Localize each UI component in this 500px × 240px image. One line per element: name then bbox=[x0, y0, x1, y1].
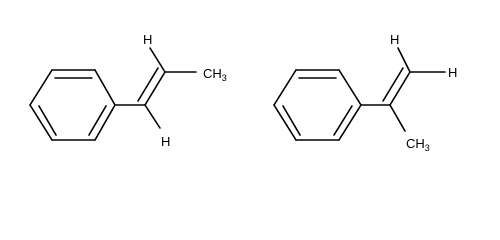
ring-bond bbox=[95, 70, 115, 105]
benzene-ring-2 bbox=[274, 70, 361, 140]
hydrogen-label: H bbox=[161, 134, 171, 149]
ring-bond bbox=[95, 105, 115, 140]
ring-bond bbox=[30, 70, 52, 105]
c-h-bond-top bbox=[398, 48, 410, 72]
hydrogen-label: H bbox=[448, 65, 458, 80]
methyl-label bbox=[406, 136, 430, 153]
alkene-double-bond bbox=[145, 72, 165, 105]
methyl-subscript: 3 bbox=[221, 73, 227, 83]
benzene-ring-1 bbox=[30, 70, 115, 140]
ring-inner-double-bond bbox=[89, 106, 106, 135]
methyl-main: CH bbox=[406, 136, 425, 151]
methyl-main: CH bbox=[203, 66, 222, 81]
ring-inner-double-bond bbox=[283, 106, 300, 135]
ring-bond bbox=[339, 70, 361, 105]
c-h-bond-bottom bbox=[145, 105, 160, 128]
hydrogen-label: H bbox=[143, 32, 153, 47]
ring-bond bbox=[274, 70, 296, 105]
methyl-label bbox=[203, 66, 227, 83]
methyl-subscript: 3 bbox=[424, 143, 430, 153]
ring-inner-double-bond bbox=[334, 106, 352, 135]
molecule-propenylbenzene bbox=[30, 32, 227, 149]
hydrogen-label: H bbox=[390, 32, 400, 47]
molecule-methylstyrene bbox=[274, 32, 457, 153]
ring-inner-double-bond bbox=[39, 106, 56, 135]
alkene-double-bond bbox=[138, 68, 158, 101]
alkene-double-bond bbox=[383, 68, 403, 101]
c-methyl-bond bbox=[390, 105, 405, 131]
alkene-double-bond bbox=[390, 72, 410, 105]
